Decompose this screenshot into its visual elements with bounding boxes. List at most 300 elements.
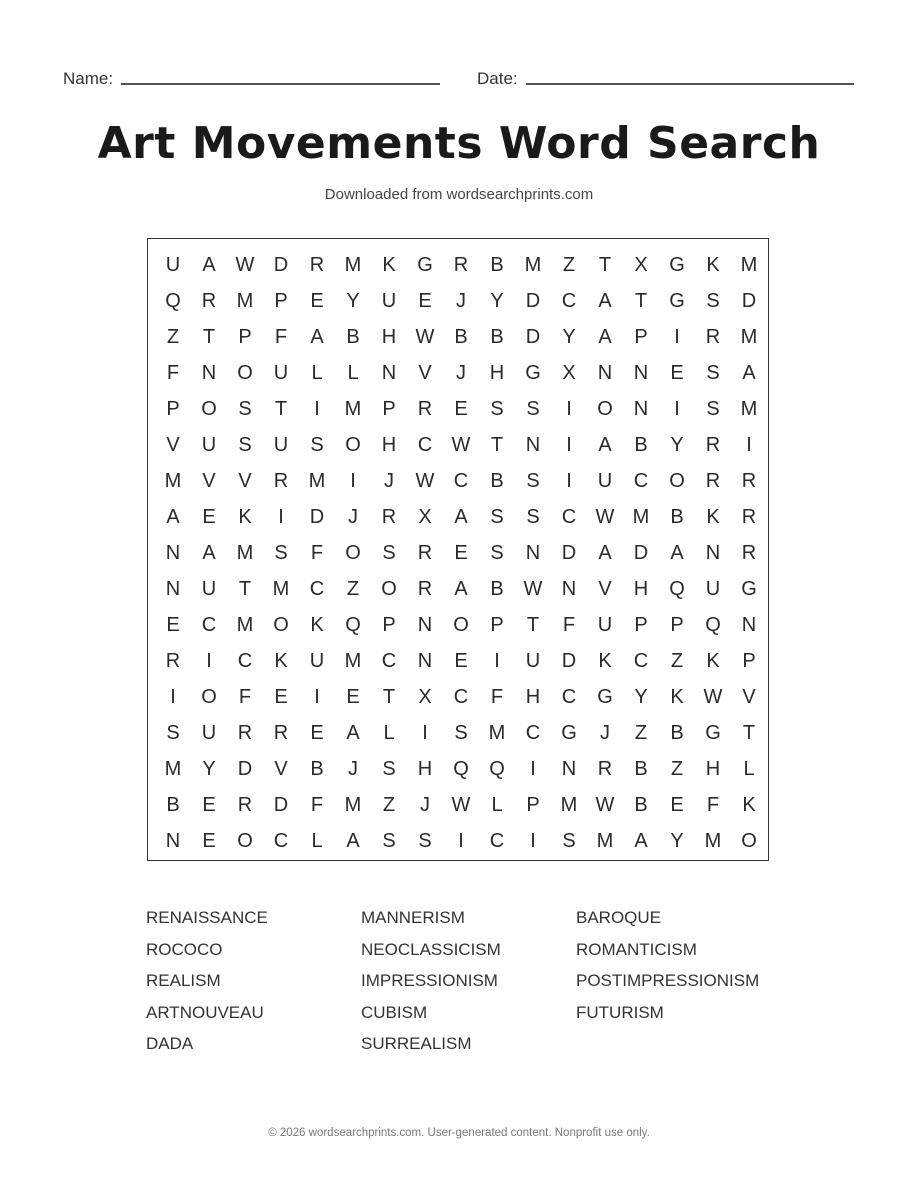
grid-letter[interactable]: S	[382, 757, 396, 780]
grid-letter[interactable]: O	[201, 685, 217, 708]
grid-letter[interactable]: D	[309, 505, 325, 528]
grid-letter[interactable]: Z	[670, 757, 684, 780]
grid-letter[interactable]: A	[598, 433, 612, 456]
grid-letter[interactable]: S	[490, 397, 504, 420]
grid-letter[interactable]: K	[310, 613, 324, 636]
grid-letter[interactable]: B	[310, 757, 324, 780]
grid-letter[interactable]: V	[274, 757, 288, 780]
grid-letter[interactable]: F	[310, 793, 324, 816]
grid-letter[interactable]: G	[669, 289, 685, 312]
grid-letter[interactable]: P	[634, 325, 648, 348]
grid-letter[interactable]: S	[310, 433, 324, 456]
grid-letter[interactable]: G	[561, 721, 577, 744]
grid-letter[interactable]: N	[165, 541, 181, 564]
grid-letter[interactable]: C	[417, 433, 433, 456]
grid-letter[interactable]: U	[309, 649, 325, 672]
grid-letter[interactable]: S	[490, 541, 504, 564]
grid-letter[interactable]: R	[741, 469, 757, 492]
grid-letter[interactable]: O	[597, 397, 613, 420]
grid-letter[interactable]: B	[490, 253, 504, 276]
grid-letter[interactable]: B	[670, 505, 684, 528]
grid-letter[interactable]: F	[310, 541, 324, 564]
grid-letter[interactable]: X	[418, 505, 432, 528]
grid-letter[interactable]: L	[383, 721, 395, 744]
grid-letter[interactable]: O	[669, 469, 685, 492]
grid-letter[interactable]: W	[523, 577, 543, 600]
grid-letter[interactable]: W	[451, 433, 471, 456]
grid-letter[interactable]: G	[669, 253, 685, 276]
grid-letter[interactable]: E	[166, 613, 180, 636]
grid-letter[interactable]: E	[346, 685, 360, 708]
grid-letter[interactable]: R	[417, 541, 433, 564]
grid-letter[interactable]: U	[273, 433, 289, 456]
grid-letter[interactable]: C	[381, 649, 397, 672]
grid-letter[interactable]: J	[456, 361, 466, 384]
grid-letter[interactable]: M	[344, 253, 362, 276]
grid-letter[interactable]: J	[348, 505, 358, 528]
grid-letter[interactable]: A	[670, 541, 684, 564]
grid-letter[interactable]: B	[670, 721, 684, 744]
grid-letter[interactable]: L	[743, 757, 755, 780]
grid-letter[interactable]: A	[202, 541, 216, 564]
grid-letter[interactable]: U	[201, 721, 217, 744]
grid-letter[interactable]: U	[597, 469, 613, 492]
grid-letter[interactable]: I	[674, 325, 680, 348]
grid-letter[interactable]: J	[384, 469, 394, 492]
grid-letter[interactable]: Z	[562, 253, 576, 276]
grid-letter[interactable]: I	[422, 721, 428, 744]
grid-letter[interactable]: H	[381, 325, 397, 348]
grid-letter[interactable]: A	[202, 253, 216, 276]
grid-letter[interactable]: K	[238, 505, 252, 528]
grid-letter[interactable]: W	[235, 253, 255, 276]
grid-letter[interactable]: S	[490, 505, 504, 528]
grid-letter[interactable]: M	[344, 649, 362, 672]
grid-letter[interactable]: P	[490, 613, 504, 636]
page-title: Art Movements Word Search	[97, 118, 821, 169]
grid-letter[interactable]: Q	[453, 757, 469, 780]
grid-letter[interactable]: K	[742, 793, 756, 816]
grid-letter[interactable]: C	[201, 613, 217, 636]
grid-letter[interactable]: T	[526, 613, 540, 636]
grid-letter[interactable]: M	[524, 253, 542, 276]
grid-letter[interactable]: K	[706, 649, 720, 672]
grid-letter[interactable]: Y	[202, 757, 216, 780]
grid-letter[interactable]: E	[454, 541, 468, 564]
grid-letter[interactable]: O	[345, 433, 361, 456]
grid-letter[interactable]: P	[238, 325, 252, 348]
grid-letter[interactable]: C	[633, 649, 649, 672]
grid-letter[interactable]: P	[382, 613, 396, 636]
grid-letter[interactable]: A	[166, 505, 180, 528]
grid-letter[interactable]: N	[597, 361, 613, 384]
grid-letter[interactable]: S	[382, 541, 396, 564]
grid-letter[interactable]: M	[344, 397, 362, 420]
grid-letter[interactable]: I	[566, 433, 572, 456]
grid-letter[interactable]: N	[417, 613, 433, 636]
grid-letter[interactable]: V	[202, 469, 216, 492]
grid-letter[interactable]: T	[634, 289, 648, 312]
grid-letter[interactable]: A	[742, 361, 756, 384]
grid-letter[interactable]: R	[741, 541, 757, 564]
grid-letter[interactable]: E	[310, 721, 324, 744]
grid-letter[interactable]: Y	[562, 325, 576, 348]
grid-letter[interactable]: R	[741, 505, 757, 528]
grid-letter[interactable]: I	[494, 649, 500, 672]
grid-letter[interactable]: E	[454, 649, 468, 672]
grid-letter[interactable]: T	[238, 577, 252, 600]
grid-letter[interactable]: C	[273, 829, 289, 852]
grid-letter[interactable]: U	[597, 613, 613, 636]
grid-letter[interactable]: R	[273, 469, 289, 492]
grid-letter[interactable]: E	[274, 685, 288, 708]
grid-letter[interactable]: N	[633, 361, 649, 384]
grid-letter[interactable]: N	[417, 649, 433, 672]
grid-letter[interactable]: C	[561, 685, 577, 708]
grid-letter[interactable]: T	[202, 325, 216, 348]
grid-letter[interactable]: S	[274, 541, 288, 564]
grid-letter[interactable]: D	[633, 541, 649, 564]
grid-letter[interactable]: F	[238, 685, 252, 708]
grid-letter[interactable]: M	[488, 721, 506, 744]
grid-letter[interactable]: H	[381, 433, 397, 456]
grid-letter[interactable]: U	[273, 361, 289, 384]
grid-letter[interactable]: T	[598, 253, 612, 276]
grid-letter[interactable]: M	[596, 829, 614, 852]
grid-letter[interactable]: K	[706, 505, 720, 528]
grid-letter[interactable]: T	[742, 721, 756, 744]
grid-letter[interactable]: S	[562, 829, 576, 852]
grid-letter[interactable]: O	[453, 613, 469, 636]
grid-letter[interactable]: R	[417, 577, 433, 600]
grid-letter[interactable]: I	[350, 469, 356, 492]
grid-letter[interactable]: V	[166, 433, 180, 456]
grid-letter[interactable]: S	[238, 397, 252, 420]
grid-letter[interactable]: M	[164, 469, 182, 492]
grid-letter[interactable]: I	[530, 829, 536, 852]
grid-letter[interactable]: H	[705, 757, 721, 780]
grid-letter[interactable]: H	[489, 361, 505, 384]
grid-letter[interactable]: R	[237, 793, 253, 816]
grid-letter[interactable]: J	[600, 721, 610, 744]
grid-letter[interactable]: B	[634, 793, 648, 816]
grid-letter[interactable]: M	[236, 541, 254, 564]
grid-letter[interactable]: M	[308, 469, 326, 492]
grid-letter[interactable]: F	[274, 325, 288, 348]
word-list-item: ROCOCO	[146, 939, 223, 959]
grid-letter[interactable]: O	[237, 829, 253, 852]
grid-letter[interactable]: E	[454, 397, 468, 420]
page-subtitle: Downloaded from wordsearchprints.com	[324, 186, 594, 203]
grid-letter[interactable]: N	[525, 433, 541, 456]
grid-letter[interactable]: L	[347, 361, 359, 384]
grid-letter[interactable]: K	[382, 253, 396, 276]
grid-letter[interactable]: S	[706, 361, 720, 384]
grid-letter[interactable]: Y	[490, 289, 504, 312]
grid-letter[interactable]: W	[595, 505, 615, 528]
grid-letter[interactable]: V	[418, 361, 432, 384]
grid-letter[interactable]: N	[201, 361, 217, 384]
grid-letter[interactable]: I	[530, 757, 536, 780]
grid-letter[interactable]: E	[202, 793, 216, 816]
grid-letter[interactable]: Q	[345, 613, 361, 636]
grid-letter[interactable]: E	[310, 289, 324, 312]
grid-letter[interactable]: O	[237, 361, 253, 384]
name-line	[121, 83, 440, 85]
grid-letter[interactable]: I	[566, 397, 572, 420]
grid-letter[interactable]: W	[703, 685, 723, 708]
grid-letter[interactable]: R	[705, 433, 721, 456]
grid-letter[interactable]: M	[164, 757, 182, 780]
grid-letter[interactable]: K	[274, 649, 288, 672]
grid-letter[interactable]: M	[740, 397, 758, 420]
grid-letter[interactable]: Q	[705, 613, 721, 636]
grid-letter[interactable]: L	[491, 793, 503, 816]
grid-letter[interactable]: W	[595, 793, 615, 816]
grid-letter[interactable]: F	[706, 793, 720, 816]
grid-letter[interactable]: I	[206, 649, 212, 672]
grid-letter[interactable]: Q	[165, 289, 181, 312]
grid-letter[interactable]: F	[562, 613, 576, 636]
grid-letter[interactable]: H	[525, 685, 541, 708]
grid-letter[interactable]: B	[490, 469, 504, 492]
grid-letter[interactable]: X	[418, 685, 432, 708]
grid-letter[interactable]: C	[633, 469, 649, 492]
grid-letter[interactable]: R	[417, 397, 433, 420]
grid-letter[interactable]: O	[273, 613, 289, 636]
grid-letter[interactable]: M	[236, 613, 254, 636]
grid-letter[interactable]: N	[165, 829, 181, 852]
word-list-item: IMPRESSIONISM	[361, 971, 498, 990]
grid-letter[interactable]: M	[272, 577, 290, 600]
grid-letter[interactable]: Z	[346, 577, 360, 600]
grid-letter[interactable]: M	[740, 253, 758, 276]
grid-letter[interactable]: A	[346, 829, 360, 852]
grid-letter[interactable]: C	[309, 577, 325, 600]
grid-letter[interactable]: J	[348, 757, 358, 780]
grid-letter[interactable]: A	[598, 541, 612, 564]
date-label: Date:	[477, 69, 518, 88]
grid-letter[interactable]: P	[670, 613, 684, 636]
grid-letter[interactable]: R	[705, 325, 721, 348]
grid-letter[interactable]: N	[561, 577, 577, 600]
grid-letter[interactable]: A	[346, 721, 360, 744]
grid-letter[interactable]: R	[705, 469, 721, 492]
grid-letter[interactable]: D	[561, 649, 577, 672]
grid-letter[interactable]: C	[453, 685, 469, 708]
grid-letter[interactable]: P	[382, 397, 396, 420]
grid-letter[interactable]: S	[418, 829, 432, 852]
grid-letter[interactable]: S	[706, 397, 720, 420]
grid-letter[interactable]: R	[237, 721, 253, 744]
grid-letter[interactable]: K	[706, 253, 720, 276]
grid-letter[interactable]: D	[525, 325, 541, 348]
grid-letter[interactable]: N	[705, 541, 721, 564]
grid-letter[interactable]: L	[311, 829, 323, 852]
grid-letter[interactable]: B	[166, 793, 180, 816]
word-list-item: FUTURISM	[576, 1002, 664, 1022]
grid-letter[interactable]: S	[166, 721, 180, 744]
grid-letter[interactable]: N	[561, 757, 577, 780]
grid-letter[interactable]: Y	[670, 829, 684, 852]
grid-letter[interactable]: D	[273, 793, 289, 816]
grid-letter[interactable]: I	[746, 433, 752, 456]
grid-letter[interactable]: U	[381, 289, 397, 312]
grid-letter[interactable]: M	[236, 289, 254, 312]
grid-letter[interactable]: S	[526, 505, 540, 528]
grid-letter[interactable]: G	[741, 577, 757, 600]
word-list-item: POSTIMPRESSIONISM	[576, 971, 760, 990]
grid-letter[interactable]: M	[704, 829, 722, 852]
grid-letter[interactable]: Z	[382, 793, 396, 816]
grid-letter[interactable]: R	[201, 289, 217, 312]
grid-letter[interactable]: N	[525, 541, 541, 564]
grid-letter[interactable]: M	[560, 793, 578, 816]
grid-letter[interactable]: D	[237, 757, 253, 780]
grid-letter[interactable]: A	[598, 289, 612, 312]
grid-letter[interactable]: X	[562, 361, 576, 384]
grid-letter[interactable]: C	[237, 649, 253, 672]
grid-letter[interactable]: N	[381, 361, 397, 384]
grid-letter[interactable]: V	[598, 577, 612, 600]
grid-letter[interactable]: F	[166, 361, 180, 384]
grid-letter[interactable]: S	[382, 829, 396, 852]
grid-letter[interactable]: W	[415, 469, 435, 492]
grid-letter[interactable]: P	[526, 793, 540, 816]
grid-letter[interactable]: P	[166, 397, 180, 420]
grid-letter[interactable]: N	[633, 397, 649, 420]
grid-letter[interactable]: A	[454, 505, 468, 528]
grid-letter[interactable]: E	[418, 289, 432, 312]
grid-letter[interactable]: Y	[346, 289, 360, 312]
grid-letter[interactable]: L	[311, 361, 323, 384]
grid-letter[interactable]: E	[670, 793, 684, 816]
grid-letter[interactable]: R	[165, 649, 181, 672]
grid-letter[interactable]: C	[561, 505, 577, 528]
grid-letter[interactable]: Q	[489, 757, 505, 780]
word-list-item: RENAISSANCE	[146, 908, 268, 927]
grid-letter[interactable]: O	[381, 577, 397, 600]
grid-letter[interactable]: S	[238, 433, 252, 456]
grid-letter[interactable]: Y	[670, 433, 684, 456]
grid-letter[interactable]: M	[740, 325, 758, 348]
grid-letter[interactable]: I	[458, 829, 464, 852]
grid-letter[interactable]: U	[201, 433, 217, 456]
grid-letter[interactable]: D	[741, 289, 757, 312]
word-list-item: SURREALISM	[361, 1034, 472, 1053]
grid-letter[interactable]: H	[417, 757, 433, 780]
grid-letter[interactable]: C	[525, 721, 541, 744]
grid-letter[interactable]: W	[415, 325, 435, 348]
grid-letter[interactable]: B	[490, 325, 504, 348]
grid-letter[interactable]: P	[634, 613, 648, 636]
grid-letter[interactable]: M	[344, 793, 362, 816]
grid-letter[interactable]: R	[597, 757, 613, 780]
grid-letter[interactable]: I	[278, 505, 284, 528]
grid-letter[interactable]: B	[454, 325, 468, 348]
grid-letter[interactable]: R	[309, 253, 325, 276]
grid-letter[interactable]: S	[526, 469, 540, 492]
grid-letter[interactable]: A	[454, 577, 468, 600]
grid-letter[interactable]: P	[274, 289, 288, 312]
grid-letter[interactable]: E	[670, 361, 684, 384]
grid-letter[interactable]: E	[202, 505, 216, 528]
grid-letter[interactable]: Q	[669, 577, 685, 600]
grid-letter[interactable]: T	[490, 433, 504, 456]
grid-letter[interactable]: T	[382, 685, 396, 708]
grid-letter[interactable]: C	[489, 829, 505, 852]
grid-letter[interactable]: A	[598, 325, 612, 348]
grid-letter[interactable]: B	[634, 757, 648, 780]
grid-letter[interactable]: D	[561, 541, 577, 564]
grid-letter[interactable]: G	[525, 361, 541, 384]
grid-letter[interactable]: B	[490, 577, 504, 600]
grid-letter[interactable]: R	[381, 505, 397, 528]
grid-letter[interactable]: Y	[634, 685, 648, 708]
grid-letter[interactable]: D	[273, 253, 289, 276]
grid-letter[interactable]: W	[451, 793, 471, 816]
name-label: Name:	[63, 69, 114, 88]
grid-letter[interactable]: N	[165, 577, 181, 600]
grid-letter[interactable]: U	[705, 577, 721, 600]
grid-letter[interactable]: I	[314, 397, 320, 420]
grid-letter[interactable]: Z	[670, 649, 684, 672]
grid-letter[interactable]: I	[566, 469, 572, 492]
grid-letter[interactable]: G	[705, 721, 721, 744]
grid-letter[interactable]: U	[201, 577, 217, 600]
grid-letter[interactable]: X	[634, 253, 648, 276]
grid-letter[interactable]: V	[742, 685, 756, 708]
grid-letter[interactable]: F	[490, 685, 504, 708]
grid-letter[interactable]: I	[170, 685, 176, 708]
grid-letter[interactable]: T	[274, 397, 288, 420]
grid-letter[interactable]: O	[345, 541, 361, 564]
grid-letter[interactable]: Z	[634, 721, 648, 744]
grid-letter[interactable]: P	[742, 649, 756, 672]
grid-letter[interactable]: A	[310, 325, 324, 348]
grid-letter[interactable]: I	[314, 685, 320, 708]
grid-letter[interactable]: S	[706, 289, 720, 312]
grid-letter[interactable]: O	[741, 829, 757, 852]
grid-letter[interactable]: I	[674, 397, 680, 420]
grid-letter[interactable]: V	[238, 469, 252, 492]
grid-letter[interactable]: H	[633, 577, 649, 600]
grid-letter[interactable]: R	[453, 253, 469, 276]
grid-letter[interactable]: B	[346, 325, 360, 348]
grid-letter[interactable]: G	[597, 685, 613, 708]
grid-letter[interactable]: B	[634, 433, 648, 456]
grid-letter[interactable]: K	[670, 685, 684, 708]
grid-letter[interactable]: N	[741, 613, 757, 636]
grid-letter[interactable]: S	[526, 397, 540, 420]
grid-letter[interactable]: C	[561, 289, 577, 312]
grid-letter[interactable]: C	[453, 469, 469, 492]
grid-letter[interactable]: E	[202, 829, 216, 852]
grid-letter[interactable]: Z	[166, 325, 180, 348]
grid-letter[interactable]: M	[632, 505, 650, 528]
grid-letter[interactable]: J	[456, 289, 466, 312]
grid-letter[interactable]: O	[201, 397, 217, 420]
grid-letter[interactable]: U	[525, 649, 541, 672]
grid-letter[interactable]: D	[525, 289, 541, 312]
grid-letter[interactable]: G	[417, 253, 433, 276]
grid-letter[interactable]: S	[454, 721, 468, 744]
grid-letter[interactable]: A	[634, 829, 648, 852]
grid-letter[interactable]: K	[598, 649, 612, 672]
grid-letter[interactable]: U	[165, 253, 181, 276]
grid-letter[interactable]: R	[273, 721, 289, 744]
grid-letter[interactable]: J	[420, 793, 430, 816]
